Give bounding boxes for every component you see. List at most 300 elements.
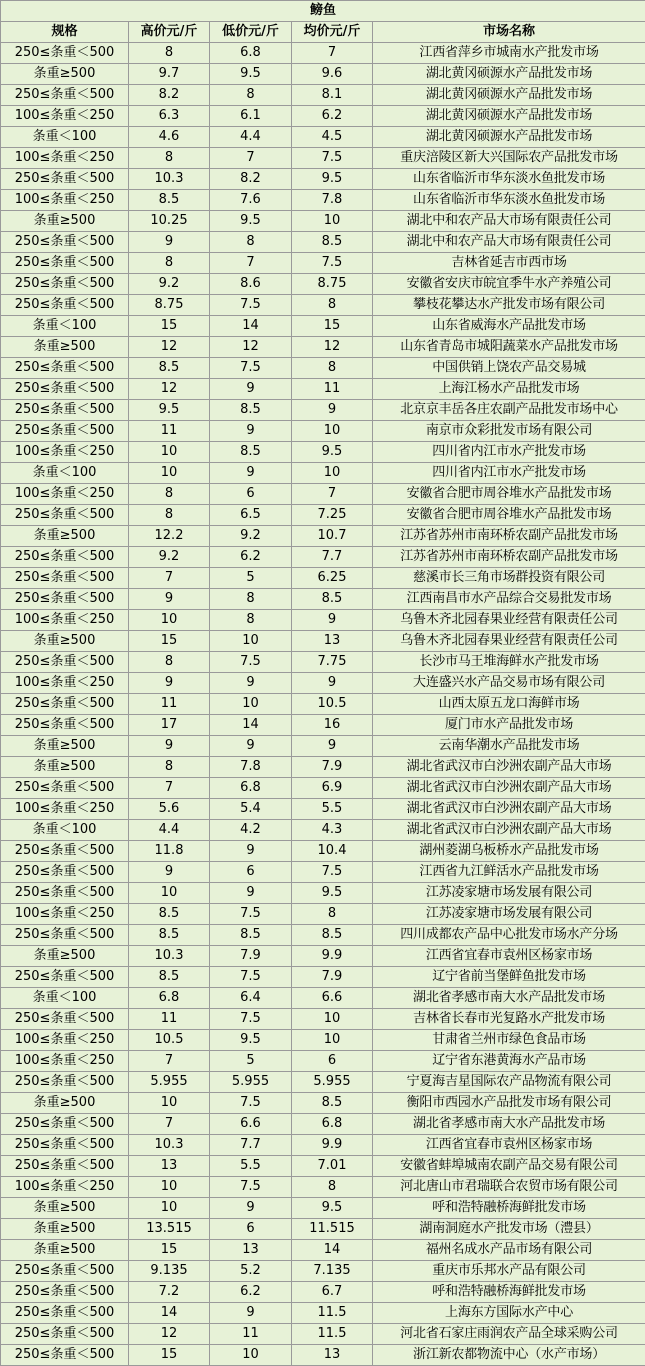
cell-avg-price: 9 <box>292 400 373 421</box>
cell-high-price: 10 <box>129 1093 210 1114</box>
cell-high-price: 15 <box>129 316 210 337</box>
cell-high-price: 12 <box>129 1324 210 1345</box>
cell-market: 江苏省苏州市南环桥农副产品批发市场 <box>373 547 645 568</box>
cell-low-price: 9.5 <box>210 1030 292 1051</box>
cell-avg-price: 10 <box>292 421 373 442</box>
cell-low-price: 8 <box>210 85 292 106</box>
cell-market: 江西省萍乡市城南水产批发市场 <box>373 43 645 64</box>
cell-high-price: 8 <box>129 505 210 526</box>
cell-avg-price: 7.135 <box>292 1261 373 1282</box>
cell-low-price: 7.7 <box>210 1135 292 1156</box>
cell-spec: 250≤条重＜500 <box>1 1156 129 1177</box>
cell-low-price: 5.955 <box>210 1072 292 1093</box>
cell-high-price: 10 <box>129 1198 210 1219</box>
cell-spec: 250≤条重＜500 <box>1 568 129 589</box>
header-avg-price: 均价元/斤 <box>292 22 373 43</box>
cell-avg-price: 6.25 <box>292 568 373 589</box>
cell-spec: 100≤条重＜250 <box>1 106 129 127</box>
cell-high-price: 12 <box>129 379 210 400</box>
cell-high-price: 8.5 <box>129 967 210 988</box>
cell-low-price: 9 <box>210 883 292 904</box>
table-row <box>1 358 645 379</box>
cell-avg-price: 8.5 <box>292 232 373 253</box>
cell-avg-price: 6.9 <box>292 778 373 799</box>
cell-market: 湖州菱湖乌板桥水产品批发市场 <box>373 841 645 862</box>
cell-market: 山东省临沂市华东淡水鱼批发市场 <box>373 169 645 190</box>
cell-market: 河北唐山市君瑞联合农贸市场有限公司 <box>373 1177 645 1198</box>
table-row <box>1 778 645 799</box>
cell-low-price: 7.6 <box>210 190 292 211</box>
table-row <box>1 463 645 484</box>
cell-avg-price: 9.6 <box>292 64 373 85</box>
cell-market: 乌鲁木齐北园春果业经营有限责任公司 <box>373 610 645 631</box>
cell-market: 江西南昌市水产品综合交易批发市场 <box>373 589 645 610</box>
cell-high-price: 11 <box>129 421 210 442</box>
cell-market: 山东省威海水产品批发市场 <box>373 316 645 337</box>
cell-spec: 250≤条重＜500 <box>1 1135 129 1156</box>
cell-spec: 250≤条重＜500 <box>1 1282 129 1303</box>
table-row <box>1 379 645 400</box>
cell-high-price: 11 <box>129 694 210 715</box>
cell-low-price: 6 <box>210 862 292 883</box>
table-row <box>1 1030 645 1051</box>
cell-high-price: 8 <box>129 652 210 673</box>
cell-spec: 条重≥500 <box>1 526 129 547</box>
cell-spec: 250≤条重＜500 <box>1 1114 129 1135</box>
cell-market: 江西省宜春市袁州区杨家市场 <box>373 946 645 967</box>
cell-spec: 100≤条重＜250 <box>1 484 129 505</box>
cell-low-price: 6 <box>210 484 292 505</box>
table-row <box>1 526 645 547</box>
table-row <box>1 757 645 778</box>
cell-market: 攀枝花攀达水产批发市场有限公司 <box>373 295 645 316</box>
cell-high-price: 15 <box>129 1345 210 1366</box>
cell-spec: 100≤条重＜250 <box>1 904 129 925</box>
cell-spec: 100≤条重＜250 <box>1 610 129 631</box>
table-title: 鳑鱼 <box>1 1 645 22</box>
cell-high-price: 9.135 <box>129 1261 210 1282</box>
cell-low-price: 7.9 <box>210 946 292 967</box>
table-row <box>1 988 645 1009</box>
cell-spec: 250≤条重＜500 <box>1 883 129 904</box>
cell-avg-price: 8 <box>292 1177 373 1198</box>
table-row <box>1 400 645 421</box>
cell-low-price: 10 <box>210 1345 292 1366</box>
cell-avg-price: 6.8 <box>292 1114 373 1135</box>
cell-spec: 250≤条重＜500 <box>1 379 129 400</box>
cell-market: 浙江新农都物流中心（水产市场） <box>373 1345 645 1366</box>
cell-avg-price: 11.5 <box>292 1324 373 1345</box>
cell-spec: 条重≥500 <box>1 946 129 967</box>
cell-high-price: 9.5 <box>129 400 210 421</box>
cell-spec: 条重＜100 <box>1 820 129 841</box>
cell-high-price: 13.515 <box>129 1219 210 1240</box>
table-row <box>1 1345 645 1366</box>
cell-avg-price: 7.25 <box>292 505 373 526</box>
cell-market: 辽宁省前当堡鲜鱼批发市场 <box>373 967 645 988</box>
cell-spec: 250≤条重＜500 <box>1 1261 129 1282</box>
cell-spec: 250≤条重＜500 <box>1 43 129 64</box>
cell-low-price: 6.8 <box>210 43 292 64</box>
cell-spec: 100≤条重＜250 <box>1 1030 129 1051</box>
cell-market: 湖北黄冈硕源水产品批发市场 <box>373 127 645 148</box>
table-row <box>1 442 645 463</box>
table-row <box>1 148 645 169</box>
table-row <box>1 505 645 526</box>
cell-high-price: 10 <box>129 463 210 484</box>
table-row <box>1 1051 645 1072</box>
cell-avg-price: 12 <box>292 337 373 358</box>
table-row <box>1 253 645 274</box>
cell-high-price: 10.5 <box>129 1030 210 1051</box>
cell-high-price: 8.5 <box>129 925 210 946</box>
cell-market: 重庆涪陵区新大兴国际农产品批发市场 <box>373 148 645 169</box>
cell-spec: 条重≥500 <box>1 1219 129 1240</box>
table-row <box>1 190 645 211</box>
table-row <box>1 568 645 589</box>
cell-avg-price: 10.4 <box>292 841 373 862</box>
cell-high-price: 10.3 <box>129 1135 210 1156</box>
cell-low-price: 12 <box>210 337 292 358</box>
cell-market: 湖北省孝感市南大水产品批发市场 <box>373 988 645 1009</box>
cell-spec: 250≤条重＜500 <box>1 1009 129 1030</box>
cell-spec: 100≤条重＜250 <box>1 148 129 169</box>
cell-low-price: 9 <box>210 421 292 442</box>
table-row <box>1 1324 645 1345</box>
cell-market: 呼和浩特融桥海鲜批发市场 <box>373 1282 645 1303</box>
cell-spec: 条重≥500 <box>1 1240 129 1261</box>
cell-spec: 250≤条重＜500 <box>1 274 129 295</box>
cell-spec: 250≤条重＜500 <box>1 547 129 568</box>
table-row <box>1 274 645 295</box>
cell-avg-price: 8 <box>292 295 373 316</box>
cell-low-price: 8.5 <box>210 925 292 946</box>
cell-spec: 100≤条重＜250 <box>1 1177 129 1198</box>
table-row <box>1 43 645 64</box>
cell-low-price: 7.5 <box>210 652 292 673</box>
cell-avg-price: 7 <box>292 43 373 64</box>
cell-low-price: 9.5 <box>210 211 292 232</box>
table-row <box>1 1093 645 1114</box>
cell-low-price: 7.8 <box>210 757 292 778</box>
table-row <box>1 1261 645 1282</box>
cell-high-price: 8.75 <box>129 295 210 316</box>
cell-high-price: 9 <box>129 589 210 610</box>
cell-low-price: 4.4 <box>210 127 292 148</box>
cell-market: 福州名成水产品市场有限公司 <box>373 1240 645 1261</box>
cell-market: 湖北省武汉市白沙洲农副产品大市场 <box>373 799 645 820</box>
cell-low-price: 9 <box>210 463 292 484</box>
cell-spec: 条重＜100 <box>1 463 129 484</box>
cell-avg-price: 6.7 <box>292 1282 373 1303</box>
cell-avg-price: 5.5 <box>292 799 373 820</box>
table-row <box>1 1156 645 1177</box>
cell-avg-price: 9.5 <box>292 883 373 904</box>
cell-spec: 250≤条重＜500 <box>1 1345 129 1366</box>
cell-high-price: 8 <box>129 757 210 778</box>
cell-high-price: 12.2 <box>129 526 210 547</box>
cell-high-price: 9 <box>129 232 210 253</box>
header-market: 市场名称 <box>373 22 645 43</box>
cell-low-price: 8.5 <box>210 442 292 463</box>
cell-low-price: 8 <box>210 232 292 253</box>
cell-avg-price: 10 <box>292 1030 373 1051</box>
cell-spec: 100≤条重＜250 <box>1 190 129 211</box>
cell-low-price: 10 <box>210 631 292 652</box>
cell-high-price: 8 <box>129 148 210 169</box>
table-row <box>1 925 645 946</box>
cell-spec: 250≤条重＜500 <box>1 967 129 988</box>
cell-high-price: 7 <box>129 778 210 799</box>
table-row <box>1 337 645 358</box>
cell-high-price: 9 <box>129 736 210 757</box>
table-row <box>1 1198 645 1219</box>
cell-avg-price: 8.75 <box>292 274 373 295</box>
cell-market: 厦门市水产品批发市场 <box>373 715 645 736</box>
table-row <box>1 85 645 106</box>
cell-market: 重庆市乐邦水产品有限公司 <box>373 1261 645 1282</box>
cell-spec: 250≤条重＜500 <box>1 85 129 106</box>
cell-market: 安徽省安庆市皖宜季牛水产养殖公司 <box>373 274 645 295</box>
cell-spec: 条重≥500 <box>1 757 129 778</box>
cell-spec: 条重＜100 <box>1 988 129 1009</box>
cell-low-price: 13 <box>210 1240 292 1261</box>
cell-low-price: 8.6 <box>210 274 292 295</box>
cell-market: 湖南洞庭水产批发市场（澧县） <box>373 1219 645 1240</box>
cell-high-price: 17 <box>129 715 210 736</box>
cell-avg-price: 9 <box>292 610 373 631</box>
table-row <box>1 673 645 694</box>
cell-spec: 条重≥500 <box>1 736 129 757</box>
cell-low-price: 7.5 <box>210 1093 292 1114</box>
cell-spec: 250≤条重＜500 <box>1 694 129 715</box>
cell-avg-price: 7.8 <box>292 190 373 211</box>
cell-high-price: 7 <box>129 1114 210 1135</box>
cell-low-price: 9 <box>210 841 292 862</box>
cell-spec: 条重≥500 <box>1 1093 129 1114</box>
table-row <box>1 967 645 988</box>
cell-spec: 250≤条重＜500 <box>1 295 129 316</box>
cell-avg-price: 11.5 <box>292 1303 373 1324</box>
cell-high-price: 14 <box>129 1303 210 1324</box>
cell-high-price: 5.6 <box>129 799 210 820</box>
cell-high-price: 10 <box>129 1177 210 1198</box>
table-row <box>1 1009 645 1030</box>
cell-avg-price: 8.5 <box>292 589 373 610</box>
cell-spec: 250≤条重＜500 <box>1 1072 129 1093</box>
cell-low-price: 6.2 <box>210 1282 292 1303</box>
cell-avg-price: 6 <box>292 1051 373 1072</box>
cell-low-price: 10 <box>210 694 292 715</box>
cell-low-price: 6 <box>210 1219 292 1240</box>
cell-spec: 100≤条重＜250 <box>1 673 129 694</box>
cell-high-price: 8.5 <box>129 190 210 211</box>
cell-market: 湖北黄冈硕源水产品批发市场 <box>373 85 645 106</box>
cell-high-price: 11.8 <box>129 841 210 862</box>
cell-avg-price: 15 <box>292 316 373 337</box>
cell-market: 乌鲁木齐北园春果业经营有限责任公司 <box>373 631 645 652</box>
cell-spec: 条重≥500 <box>1 337 129 358</box>
cell-avg-price: 8.5 <box>292 925 373 946</box>
cell-high-price: 8.5 <box>129 358 210 379</box>
cell-avg-price: 7.9 <box>292 757 373 778</box>
cell-high-price: 9.2 <box>129 547 210 568</box>
cell-low-price: 7.5 <box>210 358 292 379</box>
table-row <box>1 862 645 883</box>
cell-low-price: 7.5 <box>210 295 292 316</box>
cell-avg-price: 4.5 <box>292 127 373 148</box>
cell-avg-price: 13 <box>292 631 373 652</box>
cell-avg-price: 10 <box>292 211 373 232</box>
cell-avg-price: 7.5 <box>292 862 373 883</box>
cell-avg-price: 11 <box>292 379 373 400</box>
cell-high-price: 7 <box>129 568 210 589</box>
cell-market: 云南华潮水产品批发市场 <box>373 736 645 757</box>
cell-spec: 100≤条重＜250 <box>1 799 129 820</box>
cell-low-price: 9.2 <box>210 526 292 547</box>
cell-avg-price: 7.9 <box>292 967 373 988</box>
cell-spec: 250≤条重＜500 <box>1 421 129 442</box>
cell-high-price: 8 <box>129 484 210 505</box>
cell-low-price: 5.2 <box>210 1261 292 1282</box>
table-row <box>1 1240 645 1261</box>
cell-market: 湖北省武汉市白沙洲农副产品大市场 <box>373 778 645 799</box>
cell-spec: 250≤条重＜500 <box>1 232 129 253</box>
cell-avg-price: 8.5 <box>292 1093 373 1114</box>
cell-market: 四川省内江市水产批发市场 <box>373 442 645 463</box>
cell-avg-price: 10 <box>292 1009 373 1030</box>
cell-low-price: 14 <box>210 316 292 337</box>
cell-high-price: 9.7 <box>129 64 210 85</box>
cell-spec: 条重＜100 <box>1 316 129 337</box>
cell-high-price: 5.955 <box>129 1072 210 1093</box>
table-row <box>1 547 645 568</box>
table-row <box>1 232 645 253</box>
cell-market: 衡阳市西园水产品批发市场有限公司 <box>373 1093 645 1114</box>
table-row <box>1 1135 645 1156</box>
cell-low-price: 8 <box>210 610 292 631</box>
cell-avg-price: 11.515 <box>292 1219 373 1240</box>
cell-high-price: 10.3 <box>129 169 210 190</box>
cell-high-price: 15 <box>129 1240 210 1261</box>
cell-spec: 250≤条重＜500 <box>1 925 129 946</box>
cell-spec: 250≤条重＜500 <box>1 1303 129 1324</box>
table-row <box>1 883 645 904</box>
table-row <box>1 946 645 967</box>
table-row <box>1 1072 645 1093</box>
cell-spec: 250≤条重＜500 <box>1 358 129 379</box>
cell-low-price: 14 <box>210 715 292 736</box>
cell-spec: 250≤条重＜500 <box>1 715 129 736</box>
cell-spec: 250≤条重＜500 <box>1 862 129 883</box>
cell-low-price: 9 <box>210 736 292 757</box>
cell-spec: 250≤条重＜500 <box>1 169 129 190</box>
cell-market: 四川省内江市水产批发市场 <box>373 463 645 484</box>
cell-avg-price: 13 <box>292 1345 373 1366</box>
cell-market: 中国供销上饶农产品交易城 <box>373 358 645 379</box>
table-row <box>1 610 645 631</box>
cell-high-price: 8 <box>129 253 210 274</box>
cell-low-price: 6.4 <box>210 988 292 1009</box>
cell-avg-price: 8.1 <box>292 85 373 106</box>
cell-market: 江苏凌家塘市场发展有限公司 <box>373 904 645 925</box>
table-row <box>1 820 645 841</box>
table-row <box>1 1219 645 1240</box>
cell-avg-price: 6.2 <box>292 106 373 127</box>
cell-spec: 250≤条重＜500 <box>1 505 129 526</box>
cell-low-price: 5 <box>210 568 292 589</box>
cell-avg-price: 5.955 <box>292 1072 373 1093</box>
cell-low-price: 9 <box>210 673 292 694</box>
cell-market: 安徽省蚌埠城南农副产品交易有限公司 <box>373 1156 645 1177</box>
cell-spec: 100≤条重＜250 <box>1 442 129 463</box>
cell-low-price: 8.5 <box>210 400 292 421</box>
cell-avg-price: 14 <box>292 1240 373 1261</box>
cell-spec: 条重＜100 <box>1 127 129 148</box>
cell-avg-price: 10.5 <box>292 694 373 715</box>
cell-market: 北京京丰岳各庄农副产品批发市场中心 <box>373 400 645 421</box>
cell-market: 慈溪市长三角市场群投资有限公司 <box>373 568 645 589</box>
cell-low-price: 6.6 <box>210 1114 292 1135</box>
cell-high-price: 9.2 <box>129 274 210 295</box>
cell-avg-price: 16 <box>292 715 373 736</box>
table-row <box>1 64 645 85</box>
cell-market: 上海江杨水产品批发市场 <box>373 379 645 400</box>
cell-market: 湖北黄冈硕源水产品批发市场 <box>373 106 645 127</box>
table-row <box>1 421 645 442</box>
cell-high-price: 8.5 <box>129 904 210 925</box>
cell-spec: 条重≥500 <box>1 1198 129 1219</box>
cell-high-price: 10.25 <box>129 211 210 232</box>
cell-low-price: 7 <box>210 148 292 169</box>
table-row <box>1 106 645 127</box>
cell-low-price: 7.5 <box>210 1177 292 1198</box>
cell-avg-price: 7.7 <box>292 547 373 568</box>
table-row <box>1 841 645 862</box>
cell-market: 长沙市马王堆海鲜水产批发市场 <box>373 652 645 673</box>
cell-market: 湖北省武汉市白沙洲农副产品大市场 <box>373 757 645 778</box>
cell-avg-price: 6.6 <box>292 988 373 1009</box>
cell-low-price: 11 <box>210 1324 292 1345</box>
cell-market: 大连盛兴水产品交易市场有限公司 <box>373 673 645 694</box>
cell-low-price: 4.2 <box>210 820 292 841</box>
table-row <box>1 1303 645 1324</box>
cell-market: 湖北省孝感市南大水产品批发市场 <box>373 1114 645 1135</box>
cell-high-price: 7.2 <box>129 1282 210 1303</box>
cell-avg-price: 4.3 <box>292 820 373 841</box>
cell-avg-price: 7.5 <box>292 253 373 274</box>
cell-spec: 250≤条重＜500 <box>1 778 129 799</box>
cell-low-price: 7.5 <box>210 904 292 925</box>
cell-avg-price: 8 <box>292 904 373 925</box>
cell-spec: 条重≥500 <box>1 211 129 232</box>
cell-avg-price: 8 <box>292 358 373 379</box>
cell-avg-price: 10 <box>292 463 373 484</box>
table-row <box>1 904 645 925</box>
cell-high-price: 15 <box>129 631 210 652</box>
cell-low-price: 8 <box>210 589 292 610</box>
cell-high-price: 13 <box>129 1156 210 1177</box>
cell-high-price: 6.3 <box>129 106 210 127</box>
table-row <box>1 715 645 736</box>
cell-low-price: 6.2 <box>210 547 292 568</box>
cell-market: 宁夏海吉星国际农产品物流有限公司 <box>373 1072 645 1093</box>
cell-low-price: 9 <box>210 379 292 400</box>
table-row <box>1 316 645 337</box>
cell-high-price: 8.2 <box>129 85 210 106</box>
cell-low-price: 7.5 <box>210 967 292 988</box>
cell-low-price: 6.1 <box>210 106 292 127</box>
